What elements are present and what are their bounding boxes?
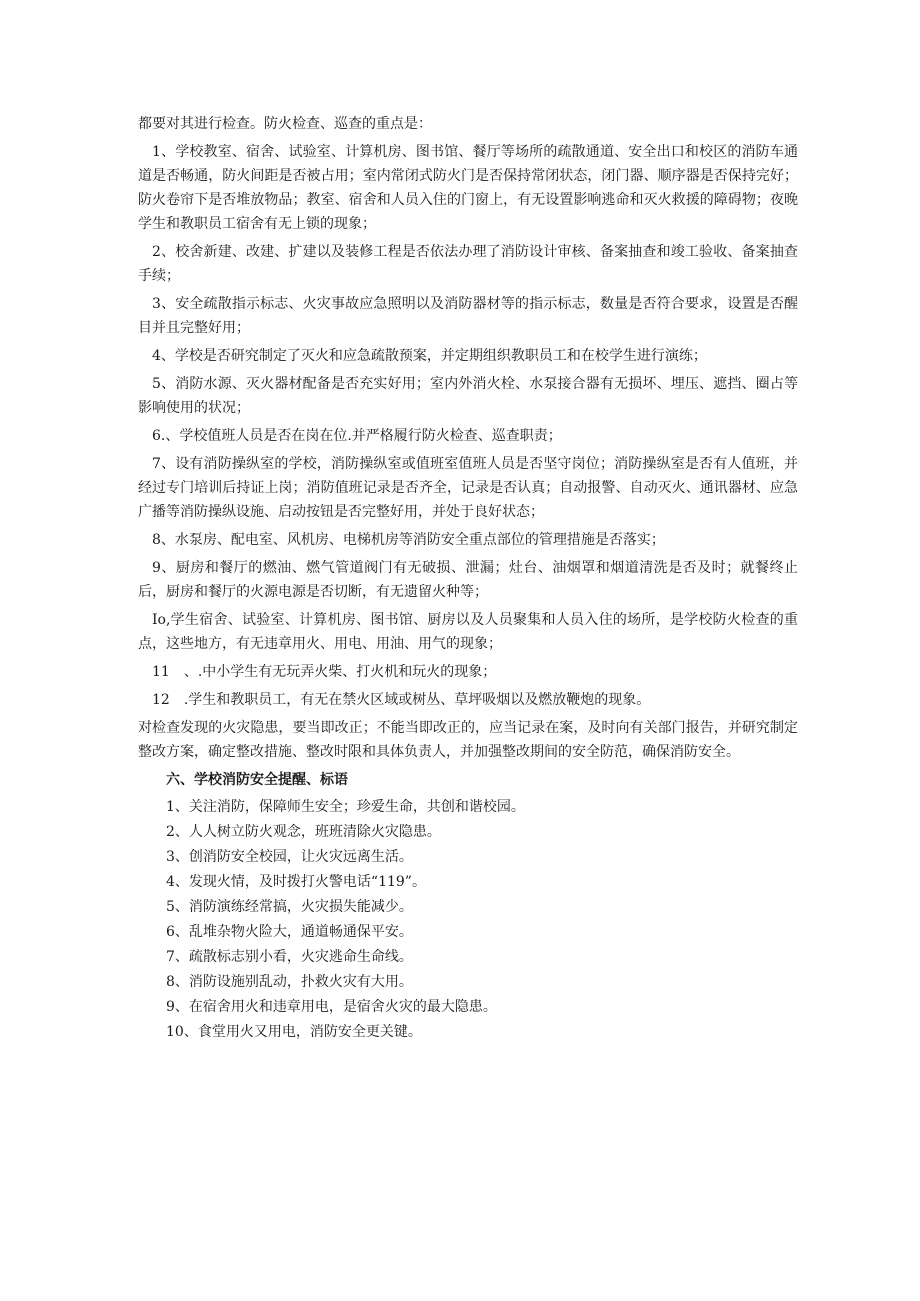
slogan-list bbox=[138, 796, 798, 1044]
check-item: Io,学生宿舍、试验室、计算机房、图书馆、厨房以及人员聚集和人员入住的场所，是学校防火检查的重点，这些地方，有无违章用火、用电、用油、用气的现象； bbox=[138, 612, 798, 652]
slogan-item: 10、食堂用火又用电，消防安全更关键。 bbox=[166, 1024, 422, 1040]
check-list bbox=[138, 140, 798, 712]
check-item: 9、厨房和餐厅的燃油、燃气管道阀门有无破损、泄漏；灶台、油烟罩和烟道清洗是否及时；就餐终止后，厨房和餐厅的火源电源是否切断，有无遗留火种等； bbox=[138, 560, 798, 600]
check-item: 3、安全疏散指示标志、火灾事故应急照明以及消防器材等的指示标志，数量是否符合要求，设置是否醒目并且完整好用； bbox=[138, 296, 798, 336]
check-item: 4、学校是否研究制定了灭火和应急疏散预案，并定期组织教职员工和在校学生进行演练； bbox=[152, 348, 707, 364]
slogan-item: 2、人人树立防火观念，班班清除火灾隐患。 bbox=[166, 824, 441, 840]
check-item: 7、设有消防操纵室的学校，消防操纵室或值班室值班人员是否坚守岗位；消防操纵室是否有人值班，并经过专门培训后持证上岗；消防值班记录是否齐全，记录是否认真；自动报警、自动灭火、通讯器材、应急广播等消防操纵设施、启动按钮是否完整好用，并处于良好状态； bbox=[138, 456, 798, 520]
slogan-item: 1、关注消防，保障师生安全；珍爱生命，共创和谐校园。 bbox=[166, 799, 525, 815]
closing-paragraph: 对检查发现的火灾隐患，要当即改正；不能当即改正的，应当记录在案，及时向有关部门报告，并研究制定整改方案，确定整改措施、整改时限和具体负责人，并加强整改期间的安全防范，确保消防安全。 bbox=[138, 720, 798, 760]
check-item: 5、消防水源、灭火器材配备是否充实好用；室内外消火栓、水泵接合器有无损坏、埋压、遮挡、圈占等影响使用的状况； bbox=[138, 376, 798, 416]
check-item: 2、校舍新建、改建、扩建以及装修工程是否依法办理了消防设计审核、备案抽查和竣工验收、备案抽查手续； bbox=[138, 244, 798, 284]
intro-paragraph: 都要对其进行检查。防火检查、巡查的重点是： bbox=[138, 116, 432, 132]
section-heading: 六、学校消防安全提醒、标语 bbox=[166, 772, 348, 788]
slogan-item: 9、在宿舍用火和违章用电，是宿舍火灾的最大隐患。 bbox=[166, 999, 497, 1015]
slogan-item: 6、乱堆杂物火险大，通道畅通保平安。 bbox=[166, 924, 413, 940]
slogan-item: 4、发现火情，及时拨打火警电话“119”。 bbox=[166, 874, 426, 890]
slogan-item: 5、消防演练经常搞，火灾损失能减少。 bbox=[166, 899, 413, 915]
check-item: 12 .学生和教职员工，有无在禁火区域或树丛、草坪吸烟以及燃放鞭炮的现象。 bbox=[152, 692, 651, 708]
check-item: 6.、学校值班人员是否在岗在位.并严格履行防火检查、巡查职责； bbox=[152, 428, 562, 444]
slogan-item: 8、消防设施别乱动，扑救火灾有大用。 bbox=[166, 974, 413, 990]
document-page bbox=[138, 112, 798, 1046]
check-item: 8、水泵房、配电室、风机房、电梯机房等消防安全重点部位的管理措施是否落实； bbox=[152, 532, 665, 548]
check-item: 1、学校教室、宿舍、试验室、计算机房、图书馆、餐厅等场所的疏散通道、安全出口和校区的消防车通道是否畅通，防火间距是否被占用；室内常闭式防火门是否保持常闭状态，闭门器、顺序器是否保持完好；防火卷帘下是否堆放物品；教室、宿舍和人员入住的门窗上，有无设置影响逃命和灭火救援的障碍物；夜晚学生和教职员工宿舍有无上锁的现象； bbox=[138, 144, 798, 232]
check-item: 11 、.中小学生有无玩弄火柴、打火机和玩火的现象； bbox=[152, 664, 497, 680]
slogan-item: 3、创消防安全校园，让火灾远离生活。 bbox=[166, 849, 413, 865]
slogan-item: 7、疏散标志别小看，火灾逃命生命线。 bbox=[166, 949, 413, 965]
